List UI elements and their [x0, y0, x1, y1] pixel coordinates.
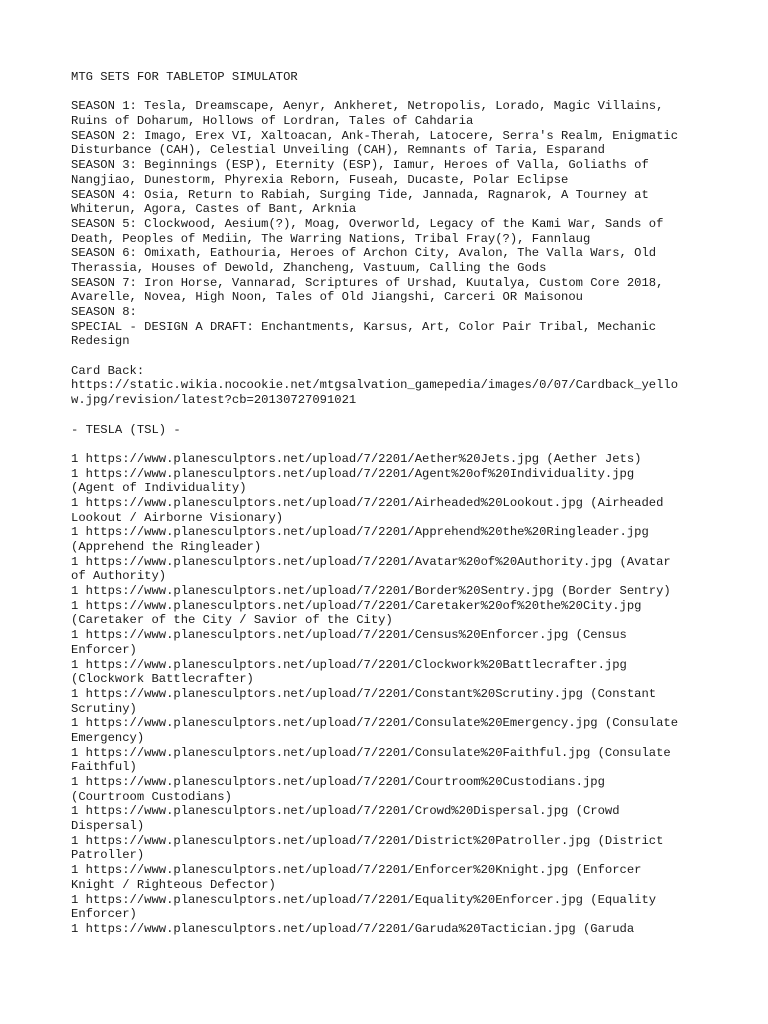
season-line: Ruins of Doharum, Hollows of Lordran, Tales of Cahdaria	[71, 114, 474, 129]
season-line: Whiterun, Agora, Castes of Bant, Arknia	[71, 202, 357, 217]
card-line: 1 https://www.planesculptors.net/upload/7/2201/Avatar%20of%20Authority.jpg (Avatar	[71, 554, 671, 569]
card-line: (Agent of Individuality)	[71, 481, 247, 496]
card-line: 1 https://www.planesculptors.net/upload/7/2201/Constant%20Scrutiny.jpg (Constant	[71, 686, 657, 701]
card-line: 1 https://www.planesculptors.net/upload/7/2201/Consulate%20Faithful.jpg (Consulate	[71, 745, 671, 760]
season-line: SEASON 4: Osia, Return to Rabiah, Surging Tide, Jannada, Ragnarok, A Tourney at	[71, 187, 649, 202]
card-line: 1 https://www.planesculptors.net/upload/7/2201/Crowd%20Dispersal.jpg (Crowd	[71, 804, 620, 819]
card-line: 1 https://www.planesculptors.net/upload/7/2201/Enforcer%20Knight.jpg (Enforcer	[71, 863, 642, 878]
season-line: Disturbance (CAH), Celestial Unveiling (CAH), Remnants of Taria, Esparand	[71, 143, 605, 158]
season-line: Therassia, Houses of Dewold, Zhancheng, Vastuum, Calling the Gods	[71, 260, 547, 275]
card-line: (Caretaker of the City / Savior of the City)	[71, 613, 393, 628]
blank-line	[71, 349, 761, 364]
season-line: Redesign	[71, 334, 130, 349]
card-line: 1 https://www.planesculptors.net/upload/7/2201/Garuda%20Tactician.jpg (Garuda	[71, 921, 635, 936]
card-line: 1 https://www.planesculptors.net/upload/7/2201/Consulate%20Emergency.jpg (Consulate	[71, 716, 679, 731]
card-line: Enforcer)	[71, 642, 137, 657]
card-line: Emergency)	[71, 730, 145, 745]
season-line: SEASON 1: Tesla, Dreamscape, Aenyr, Ankheret, Netropolis, Lorado, Magic Villains,	[71, 99, 664, 114]
card-line: 1 https://www.planesculptors.net/upload/7/2201/Airheaded%20Lookout.jpg (Airheaded	[71, 495, 664, 510]
card-line: Faithful)	[71, 760, 137, 775]
season-line: Nangjiao, Dunestorm, Phyrexia Reborn, Fuseah, Ducaste, Polar Eclipse	[71, 172, 569, 187]
card-list	[71, 452, 761, 937]
card-line: Patroller)	[71, 848, 145, 863]
card-line: (Apprehend the Ringleader)	[71, 540, 262, 554]
card-back-block	[71, 364, 761, 408]
card-line: (Courtroom Custodians)	[71, 789, 232, 804]
document-body	[71, 70, 761, 937]
card-line: 1 https://www.planesculptors.net/upload/7/2201/Equality%20Enforcer.jpg (Equality	[71, 892, 657, 907]
card-line: 1 https://www.planesculptors.net/upload/7/2201/Aether%20Jets.jpg (Aether Jets)	[71, 451, 642, 466]
season-line: SEASON 2: Imago, Erex VI, Xaltoacan, Ank-Therah, Latocere, Serra's Realm, Enigmatic	[71, 128, 679, 143]
card-line: 1 https://www.planesculptors.net/upload/7/2201/Agent%20of%20Individuality.jpg	[71, 466, 635, 481]
card-line: 1 https://www.planesculptors.net/upload/7/2201/District%20Patroller.jpg (District	[71, 833, 664, 848]
card-line: 1 https://www.planesculptors.net/upload/7/2201/Courtroom%20Custodians.jpg	[71, 775, 605, 789]
blank-line	[71, 85, 761, 100]
card-line: 1 https://www.planesculptors.net/upload/7/2201/Apprehend%20the%20Ringleader.jpg	[71, 525, 649, 540]
card-back-url[interactable]: w.jpg/revision/latest?cb=20130727091021	[71, 393, 357, 408]
season-line: SPECIAL - DESIGN A DRAFT: Enchantments, Karsus, Art, Color Pair Tribal, Mechanic	[71, 319, 657, 334]
season-list	[71, 99, 761, 349]
card-back-url[interactable]: https://static.wikia.nocookie.net/mtgsalvation_gamepedia/images/0/07/Cardback_yello	[71, 378, 679, 393]
season-line: SEASON 5: Clockwood, Aesium(?), Moag, Overworld, Legacy of the Kami War, Sands of	[71, 216, 664, 231]
card-line: Knight / Righteous Defector)	[71, 877, 276, 892]
season-line: Avarelle, Novea, High Noon, Tales of Old Jiangshi, Carceri OR Maisonou	[71, 290, 583, 305]
blank-line	[71, 437, 761, 452]
season-line: Death, Peoples of Mediin, The Warring Nations, Tribal Fray(?), Fannlaug	[71, 231, 591, 246]
season-line: SEASON 8:	[71, 305, 137, 319]
card-line: Dispersal)	[71, 819, 145, 834]
card-line: of Authority)	[71, 569, 167, 584]
card-line: 1 https://www.planesculptors.net/upload/7/2201/Border%20Sentry.jpg (Border Sentry)	[71, 584, 671, 599]
card-line: (Clockwork Battlecrafter)	[71, 672, 254, 687]
card-line: 1 https://www.planesculptors.net/upload/7/2201/Clockwork%20Battlecrafter.jpg	[71, 657, 627, 672]
card-line: Enforcer)	[71, 907, 137, 922]
card-line: 1 https://www.planesculptors.net/upload/7/2201/Census%20Enforcer.jpg (Census	[71, 628, 627, 643]
season-line: SEASON 6: Omixath, Eathouria, Heroes of Archon City, Avalon, The Valla Wars, Old	[71, 246, 657, 261]
section-header: - TESLA (TSL) -	[71, 422, 181, 437]
card-line: 1 https://www.planesculptors.net/upload/7/2201/Caretaker%20of%20the%20City.jpg	[71, 598, 642, 613]
card-back-label: Card Back:	[71, 363, 145, 378]
card-line: Lookout / Airborne Visionary)	[71, 510, 284, 525]
blank-line	[71, 408, 761, 423]
season-line: SEASON 3: Beginnings (ESP), Eternity (ESP), Iamur, Heroes of Valla, Goliaths of	[71, 158, 649, 173]
document-title: MTG SETS FOR TABLETOP SIMULATOR	[71, 70, 298, 84]
season-line: SEASON 7: Iron Horse, Vannarad, Scriptures of Urshad, Kuutalya, Custom Core 2018,	[71, 275, 664, 290]
card-line: Scrutiny)	[71, 701, 137, 716]
